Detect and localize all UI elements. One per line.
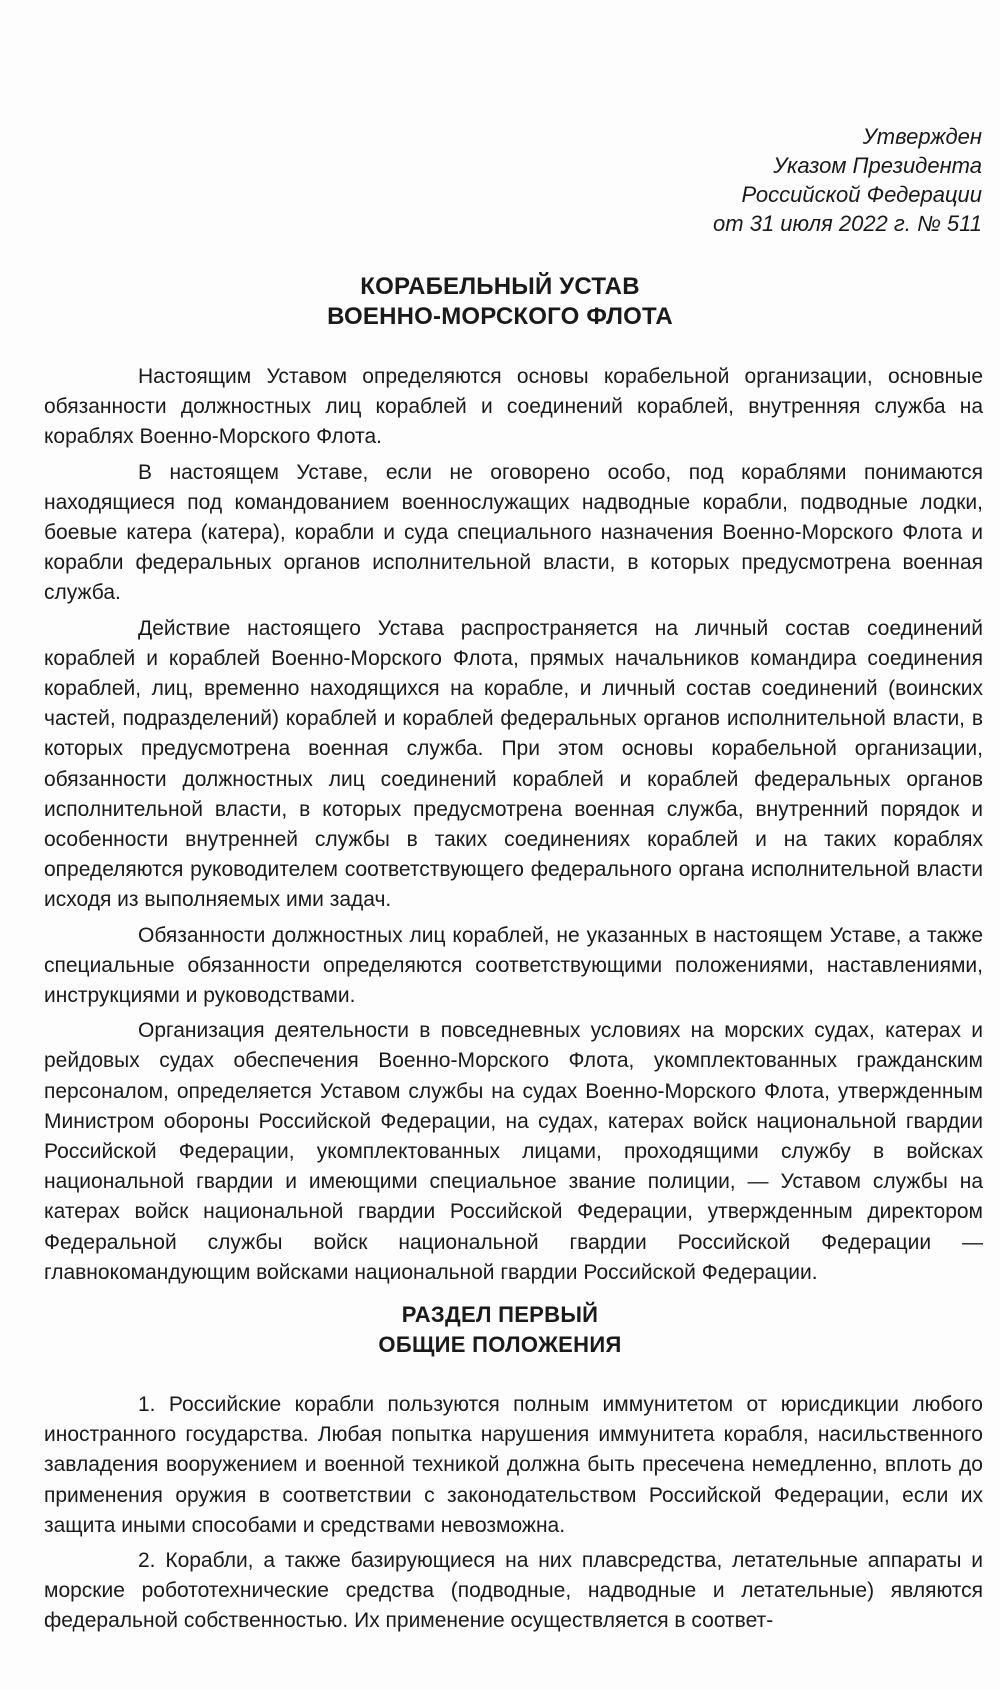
paragraph: В настоящем Уставе, если не оговорено особо, под кораблями понимаются находящиеся под командованием военнослужащих надводные корабли, подводные лодки, боевые катера (катера), корабли и суда специального назначения Военно-Морского Флота и корабли федеральных органов исполнительной власти, в которых предусмотрена военная служба. <box>44 460 983 605</box>
paragraph: Обязанности должностных лиц кораблей, не указанных в настоящем Уставе, а также специальные обязанности определяются соответствующими положениями, наставлениями, инструкциями и руководствами. <box>44 923 983 1008</box>
approval-line: Указом Президента <box>773 153 982 178</box>
title-line: ВОЕННО-МОРСКОГО ФЛОТА <box>327 303 673 330</box>
approval-line: Российской Федерации <box>741 182 982 207</box>
approval-line: Утвержден <box>862 124 982 149</box>
section-heading <box>0 1300 1000 1360</box>
paragraph: Действие настоящего Устава распространяется на личный состав соединений кораблей и кораблей Военно-Морского Флота, прямых начальников командира соединения кораблей, лиц, временно находящихся на корабле, и личный состав соединений (воинских частей, подразделений) кораблей и кораблей федеральных органов исполнительной власти, в которых предусмотрена военная служба. При этом основы корабельной организации, обязанности должностных лиц соединений кораблей и кораблей федеральных органов исполнительной власти, в которых предусмотрена военная служба, внутренний порядок и особенности внутренней службы в таких соединениях кораблей и на таких кораблях определяются руководителем соответствующего федерального органа исполнительной власти исходя из выполняемых ими задач. <box>44 616 983 912</box>
paragraph: Организация деятельности в повседневных условиях на морских судах, катерах и рейдовых судах обеспечения Военно-Морского Флота, укомплектованных гражданским персоналом, определяется Уставом службы на судах Военно-Морского Флота, утвержденным Министром обороны Российской Федерации, на судах, катерах войск национальной гвардии Российской Федерации, укомплектованных лицами, проходящими службу в войсках национальной гвардии и имеющими специальное звание полиции, — Уставом службы на катерах войск национальной гвардии Российской Федерации, утвержденным директором Федеральной службы войск национальной гвардии Российской Федерации — главнокомандующим войсками национальной гвардии Российской Федерации. <box>44 1019 983 1284</box>
section-line: РАЗДЕЛ ПЕРВЫЙ <box>401 1302 599 1327</box>
article-paragraph: 1. Российские корабли пользуются полным иммунитетом от юрисдикции любого иностранного государства. Любая попытка нарушения иммунитета корабля, насильственного завладения вооружением и военной техникой должна быть пресечена немедленно, вплоть до применения оружия в соответствии с законодательством Российской Федерации, если их защита иными способами и средствами невозможна. <box>44 1393 983 1537</box>
section-line: ОБЩИЕ ПОЛОЖЕНИЯ <box>378 1332 622 1357</box>
document-title <box>0 272 1000 332</box>
paragraph: Настоящим Уставом определяются основы корабельной организации, основные обязанности должностных лиц кораблей и соединений кораблей, внутренняя служба на кораблях Военно-Морского Флота. <box>44 365 983 449</box>
articles-text <box>44 1390 983 1642</box>
title-line: КОРАБЕЛЬНЫЙ УСТАВ <box>360 273 640 300</box>
intro-text <box>44 362 983 1293</box>
approval-stamp <box>713 122 982 238</box>
article-paragraph: 2. Корабли, а также базирующиеся на них плавсредства, летательные аппараты и морские робототехнические средства (подводные, надводные и летательные) являются федеральной собственностью. Их применение осуществляется в соответ- <box>44 1549 983 1633</box>
approval-line: от 31 июля 2022 г. № 511 <box>713 211 982 236</box>
